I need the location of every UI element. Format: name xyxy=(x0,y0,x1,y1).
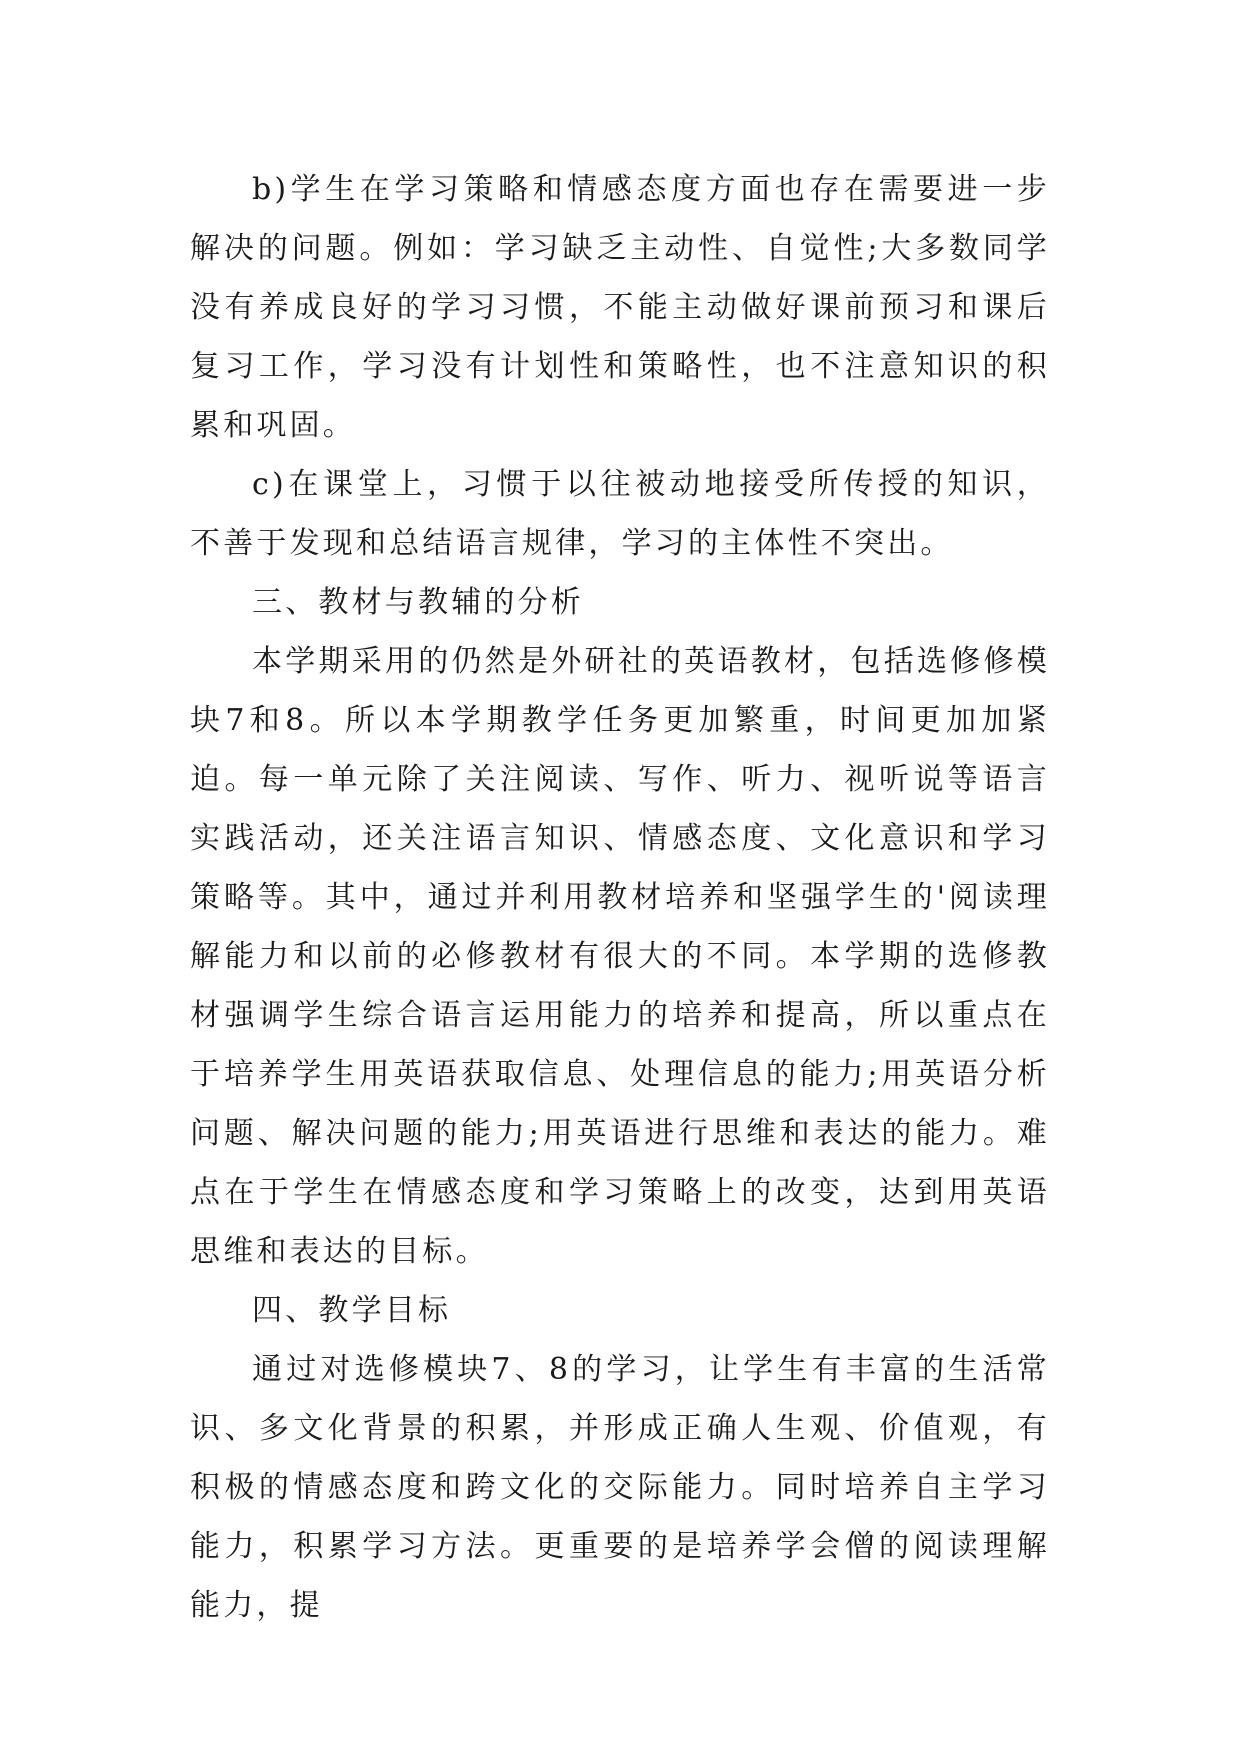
section-heading-teaching-goals: 四、教学目标 xyxy=(252,1293,452,1328)
document-body xyxy=(190,160,1050,1635)
paragraph-c-classroom: c)在课堂上，习惯于以往被动地接受所传授的知识，不善于发现和总结语言规律，学习的主体性不突出。 xyxy=(190,467,1050,561)
section-heading-textbook-analysis: 三、教材与教辅的分析 xyxy=(252,585,584,620)
paragraph-b-learning-strategies: b)学生在学习策略和情感态度方面也存在需要进一步解决的问题。例如：学习缺乏主动性、自觉性;大多数同学没有养成良好的学习习惯，不能主动做好课前预习和课后复习工作，学习没有计划性和策略性，也不注意知识的积累和巩固。 xyxy=(190,172,1050,443)
paragraph-textbook-analysis: 本学期采用的仍然是外研社的英语教材，包括选修修模块7和8。所以本学期教学任务更加繁重，时间更加加紧迫。每一单元除了关注阅读、写作、听力、视听说等语言实践活动，还关注语言知识、情感态度、文化意识和学习策略等。其中，通过并利用教材培养和坚强学生的'阅读理解能力和以前的必修教材有很大的不同。本学期的选修教材强调学生综合语言运用能力的培养和提高，所以重点在于培养学生用英语获取信息、处理信息的能力;用英语分析问题、解决问题的能力;用英语进行思维和表达的能力。难点在于学生在情感态度和学习策略上的改变，达到用英语思维和表达的目标。 xyxy=(190,644,1050,1269)
paragraph-teaching-goals: 通过对选修模块7、8的学习，让学生有丰富的生活常识、多文化背景的积累，并形成正确人生观、价值观，有积极的情感态度和跨文化的交际能力。同时培养自主学习能力，积累学习方法。更重要的是培养学会僧的阅读理解能力，提 xyxy=(190,1352,1050,1623)
